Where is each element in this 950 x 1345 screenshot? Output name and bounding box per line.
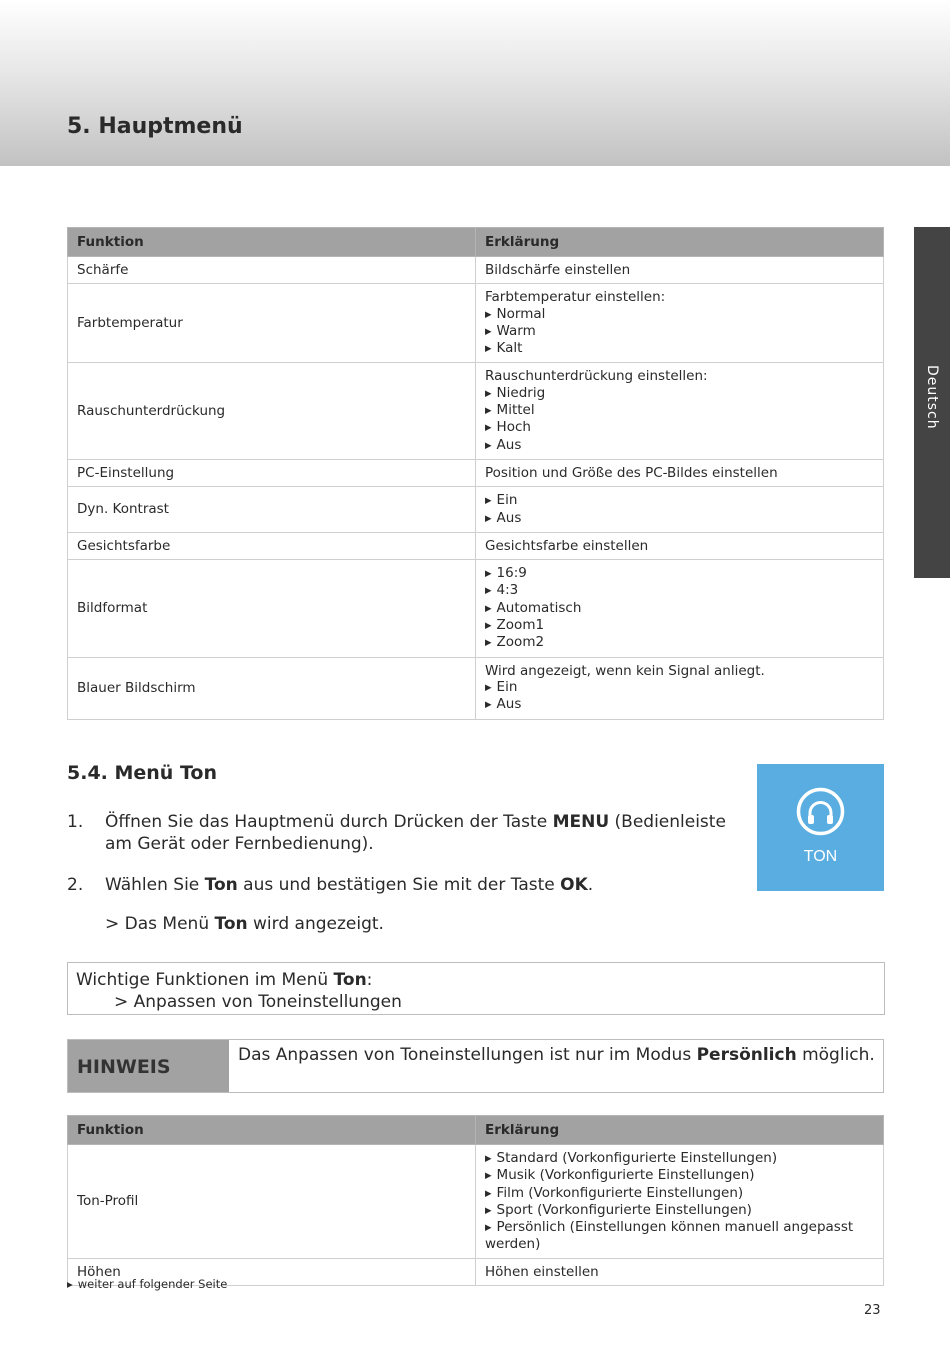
function-cell: Farbtemperatur [68,284,476,363]
explanation-cell [476,657,884,719]
step-number: 2. [67,875,84,895]
explanation-cell [476,284,884,363]
explanation-text: Bildschärfe einstellen [485,262,631,278]
column-header-function: Funktion [68,228,476,257]
language-tab-label: Deutsch [924,365,940,430]
option-item: ▶ Standard (Vorkonfigurierte Einstellungen) [485,1150,874,1167]
explanation-text: Position und Größe des PC-Bildes einstellen [485,464,778,481]
explanation-cell [476,1258,884,1285]
function-cell: Gesichtsfarbe [68,532,476,559]
option-item: ▶ Aus [485,510,874,527]
option-item: ▶ Persönlich (Einstellungen können manuell angepasst werden) [485,1219,874,1253]
continued-note: ▶ weiter auf folgender Seite [67,1277,227,1291]
option-item: ▶ 16:9 [485,565,874,582]
step-number: 1. [67,812,84,832]
explanation-text: Gesichtsfarbe einstellen [485,537,649,554]
explanation-cell [476,532,884,559]
option-item: ▶ Kalt [485,340,874,357]
info-box-item: > Anpassen von Toneinstellungen [114,992,402,1012]
table-row [68,1145,884,1259]
option-item: ▶ Ein [485,679,874,696]
step-2 [67,874,727,896]
function-cell: Ton-Profil [68,1145,476,1259]
explanation-cell [476,560,884,657]
note-label: HINWEIS [68,1040,229,1092]
table-row [68,459,884,486]
explanation-cell [476,257,884,284]
option-item: ▶ Ein [485,492,874,509]
option-item: ▶ Niedrig [485,385,874,402]
info-box: Wichtige Funktionen im Menü Ton: > Anpassen von Toneinstellungen [67,962,885,1015]
function-cell: Bildformat [68,560,476,657]
function-cell: Blauer Bildschirm [68,657,476,719]
option-item: ▶ Normal [485,306,874,323]
option-item: ▶ Hoch [485,419,874,436]
option-item: ▶ Film (Vorkonfigurierte Einstellungen) [485,1185,874,1202]
explanation-cell [476,363,884,459]
option-item: ▶ Aus [485,696,874,713]
table-row [68,284,884,363]
function-cell: Dyn. Kontrast [68,487,476,533]
column-header-explanation: Erklärung [476,1116,884,1145]
function-table-picture [67,227,884,720]
headphones-icon [795,786,846,837]
explanation-cell [476,1145,884,1259]
step-1 [67,811,727,855]
option-item: ▶ Musik (Vorkonfigurierte Einstellungen) [485,1167,874,1184]
function-table-sound [67,1115,884,1286]
explanation-text: Wird angezeigt, wenn kein Signal anliegt. [485,662,765,679]
note-box [67,1039,884,1093]
ton-menu-tile [757,764,884,891]
tile-label: TON [803,848,838,865]
table-header-row [68,228,884,257]
table-row [68,363,884,459]
column-header-explanation: Erklärung [476,228,884,257]
header-band [0,0,950,166]
step-text: Öffnen Sie das Hauptmenü durch Drücken der Taste MENU (Bedienleiste am Gerät oder Fernbedienung). [105,812,726,854]
page-title: 5. Hauptmenü [67,114,243,139]
option-item: ▶ Aus [485,437,874,454]
page-number: 23 [864,1303,881,1318]
note-text: Das Anpassen von Toneinstellungen ist nur im Modus Persönlich möglich. [238,1045,875,1065]
table-row [68,560,884,657]
option-item: ▶ 4:3 [485,582,874,599]
table-row [68,532,884,559]
table-row [68,487,884,533]
explanation-text: Rauschunterdrückung einstellen: [485,368,708,385]
option-item: ▶ Zoom1 [485,617,874,634]
function-cell: Rauschunterdrückung [68,363,476,459]
table-row [68,257,884,284]
option-item: ▶ Sport (Vorkonfigurierte Einstellungen) [485,1202,874,1219]
column-header-function: Funktion [68,1116,476,1145]
table-row [68,657,884,719]
section-title: 5.4. Menü Ton [67,762,217,784]
language-side-tab [914,227,950,578]
option-item: ▶ Automatisch [485,600,874,617]
explanation-text: Farbtemperatur einstellen: [485,289,666,306]
step-result: > Das Menü Ton wird angezeigt. [105,914,384,934]
function-cell: Höhen [68,1258,476,1285]
explanation-text: Höhen einstellen [485,1263,599,1280]
option-item: ▶ Zoom2 [485,634,874,651]
table-header-row [68,1116,884,1145]
function-cell: Schärfe [68,257,476,284]
option-item: ▶ Warm [485,323,874,340]
function-cell: PC-Einstellung [68,459,476,486]
explanation-cell [476,459,884,486]
explanation-cell [476,487,884,533]
option-item: ▶ Mittel [485,402,874,419]
step-text: Wählen Sie Ton aus und bestätigen Sie mit der Taste OK. [105,875,594,895]
